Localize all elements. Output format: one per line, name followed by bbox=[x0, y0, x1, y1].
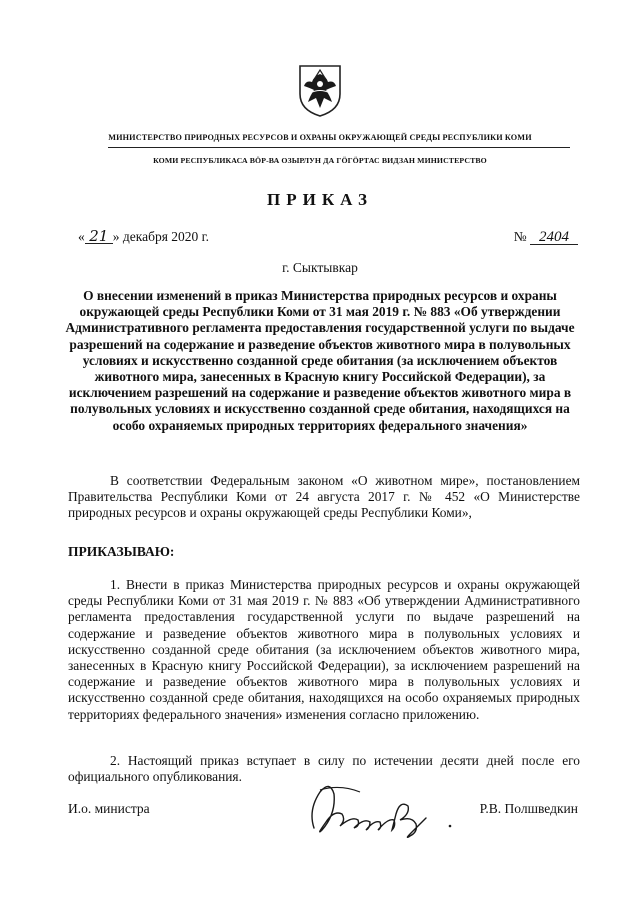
order-item-2: 2. Настоящий приказ вступает в силу по истечении десяти дней после его официального опубликования. bbox=[68, 753, 580, 785]
date-close-quote: » bbox=[112, 229, 120, 244]
header-divider bbox=[108, 147, 570, 148]
signatory-position: И.о. министра bbox=[68, 801, 150, 816]
ministry-name-ru: МИНИСТЕРСТВО ПРИРОДНЫХ РЕСУРСОВ И ОХРАНЫ ОКРУЖАЮЩЕЙ СРЕДЫ РЕСПУБЛИКИ КОМИ bbox=[108, 133, 532, 142]
number-label: № bbox=[513, 229, 530, 244]
document-city: г. Сыктывкар bbox=[282, 260, 358, 275]
coat-of-arms-komi-icon bbox=[296, 60, 344, 118]
ministry-name-komi: КОМИ РЕСПУБЛИКАСА ВӦР-ВА ОЗЫРЛУН ДА ГӦГӦРТАС ВИДЗАН МИНИСТЕРСТВО bbox=[153, 156, 487, 165]
order-word: ПРИКАЗЫВАЮ: bbox=[68, 544, 175, 559]
signatory-name: Р.В. Полшведкин bbox=[479, 801, 578, 816]
basis-paragraph: В соответствии Федеральным законом «О животном мире», постановлением Правительства Республики Коми от 24 августа 2017 г. № 452 «О Министерстве природных ресурсов и охраны окружающей среды Республики Коми», bbox=[68, 473, 580, 521]
number-value: 2404 bbox=[530, 230, 578, 245]
document-date bbox=[78, 229, 209, 245]
handwritten-signature bbox=[300, 770, 470, 850]
date-day: 21 bbox=[85, 229, 113, 244]
order-item-1: 1. Внести в приказ Министерства природных ресурсов и охраны окружающей среды Республики Коми от 31 мая 2019 г. № 883 «Об утверждении Административного регламента предоставления государственной услуги по выдаче разрешений на содержание и разведение объектов животного мира в полувольных условиях и искусственно созданной среде обитания (за исключением объектов животного мира, занесенных в Красную книгу Российской Федерации), за исключением разрешений на содержание и разведение объектов животного мира в полувольных условиях и искусственно созданной среде обитания, находящихся на особо охраняемых природных территориях федерального значения» изменения согласно приложению. bbox=[68, 577, 580, 722]
document-title: ПРИКАЗ bbox=[267, 190, 373, 209]
document-subject: О внесении изменений в приказ Министерства природных ресурсов и охраны окружающей среды Республики Коми от 31 мая 2019 г. № 883 «Об утверждении Административного регламента предоставления государственной услуги по выдаче разрешений на содержание и разведение объектов животного мира в полувольных условиях и искусственно созданной среде обитания (за исключением объектов животного мира, занесенных в Красную книгу Российской Федерации), за исключением разрешений на содержание и разведение объектов животного мира в полувольных условиях и искусственно созданной среде обитания, находящихся на особо охраняемых природных территориях федерального значения» bbox=[65, 288, 575, 433]
document-number bbox=[514, 229, 578, 245]
date-month-year: декабря 2020 г. bbox=[119, 229, 210, 244]
date-open-quote: « bbox=[78, 229, 85, 244]
